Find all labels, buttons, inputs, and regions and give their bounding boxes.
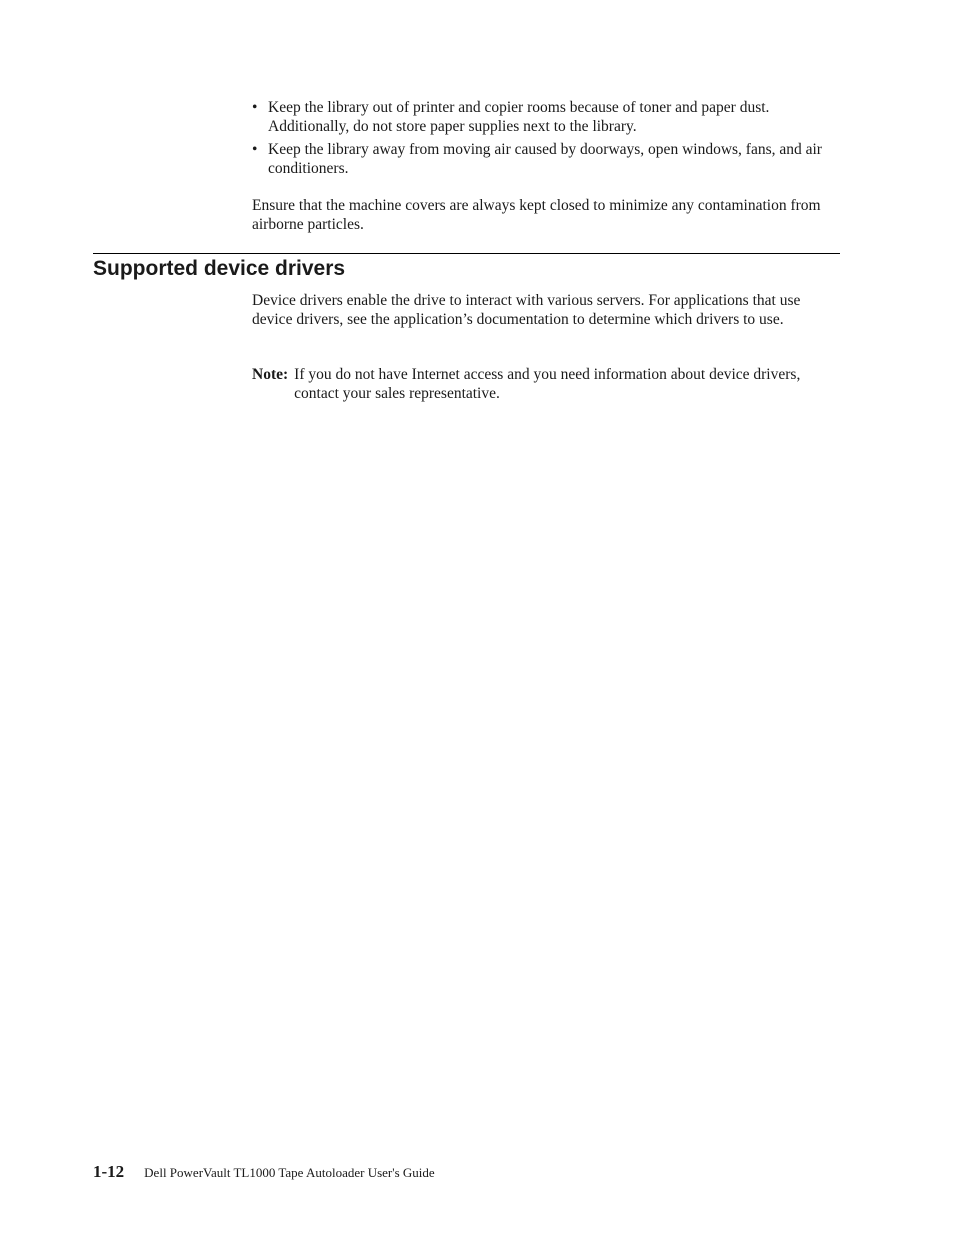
bullet-marker: • [252, 141, 258, 158]
note-text: If you do not have Internet access and you need information about device drivers, contact your sales representative. [294, 366, 801, 402]
list-item [252, 141, 832, 178]
list-item [252, 99, 832, 136]
note-label: Note: [252, 366, 289, 383]
note-block [252, 366, 832, 403]
page-number: 1-12 [93, 1162, 125, 1181]
page-footer [93, 1162, 435, 1182]
list-item-text: Keep the library out of printer and copier rooms because of toner and paper dust. Additionally, do not store paper supplies next to the library. [268, 99, 770, 135]
section-divider [93, 253, 840, 254]
section-paragraph: Device drivers enable the drive to interact with various servers. For applications that use device drivers, see the application’s documentation to determine which drivers to use. [252, 292, 801, 328]
list-item-text: Keep the library away from moving air caused by doorways, open windows, fans, and air conditioners. [268, 141, 822, 177]
closing-paragraph: Ensure that the machine covers are always kept closed to minimize any contamination from airborne particles. [252, 197, 821, 233]
document-title: Dell PowerVault TL1000 Tape Autoloader User's Guide [144, 1165, 435, 1180]
environment-bullet-list [252, 99, 832, 183]
section-heading: Supported device drivers [93, 257, 346, 280]
bullet-marker: • [252, 99, 258, 116]
